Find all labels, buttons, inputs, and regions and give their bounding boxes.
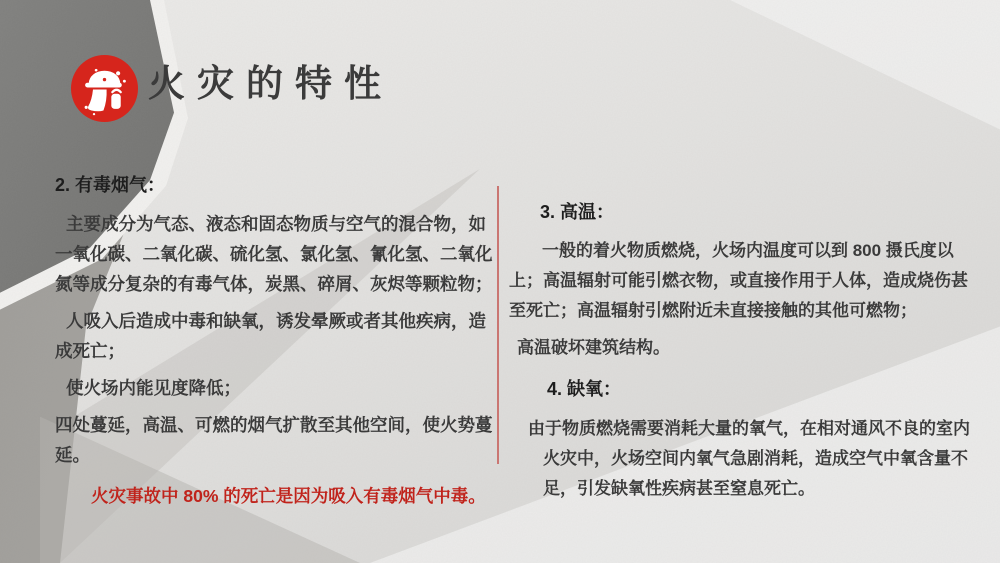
toxic-smoke-paragraph-inhalation: 人吸入后造成中毒和缺氧，诱发晕厥或者其他疾病，造成死亡； [55, 311, 486, 361]
left-column [55, 170, 499, 511]
toxic-smoke-paragraph-visibility: 使火场内能见度降低； [66, 378, 241, 398]
building-damage-paragraph: 高温破坏建筑结构。 [517, 338, 670, 357]
oxygen-deficiency-paragraph: 由于物质燃烧需要消耗大量的氧气，在相对通风不良的室内火灾中，火场空间内氧气急剧消耗，造成空气中氧含量不足，引发缺氧性疾病甚至窒息死亡。 [528, 419, 970, 498]
toxic-smoke-heading: 2. 有毒烟气： [55, 175, 166, 195]
oxygen-deficiency-section [509, 374, 977, 504]
toxic-smoke-paragraph-spread: 四处蔓延，高温、可燃的烟气扩散至其他空间，使火势蔓延。 [55, 415, 493, 465]
page-title: 火灾的特性 [148, 63, 393, 104]
high-temperature-heading: 3. 高温： [540, 202, 615, 222]
firefighter-icon [71, 55, 138, 122]
high-temperature-section [509, 197, 977, 363]
right-column [509, 197, 977, 504]
column-divider [497, 186, 499, 464]
toxic-smoke-highlight: 火灾事故中 80% 的死亡是因为吸入有毒烟气中毒。 [91, 486, 486, 506]
toxic-smoke-paragraph-composition: 主要成分为气态、液态和固态物质与空气的混合物，如一氧化碳、二氧化碳、硫化氢、氯化氢、氰化氢、二氧化氮等成分复杂的有毒气体，炭黑、碎屑、灰烬等颗粒物； [55, 214, 493, 294]
high-temperature-paragraph: 一般的着火物质燃烧，火场内温度可以到 800 摄氏度以 上；高温辐射可能引燃衣物，或直接作用于人体，造成烧伤甚至死亡；高温辐射引燃附近未直接接触的其他可燃物； [509, 241, 971, 320]
oxygen-deficiency-heading: 4. 缺氧： [547, 379, 622, 399]
